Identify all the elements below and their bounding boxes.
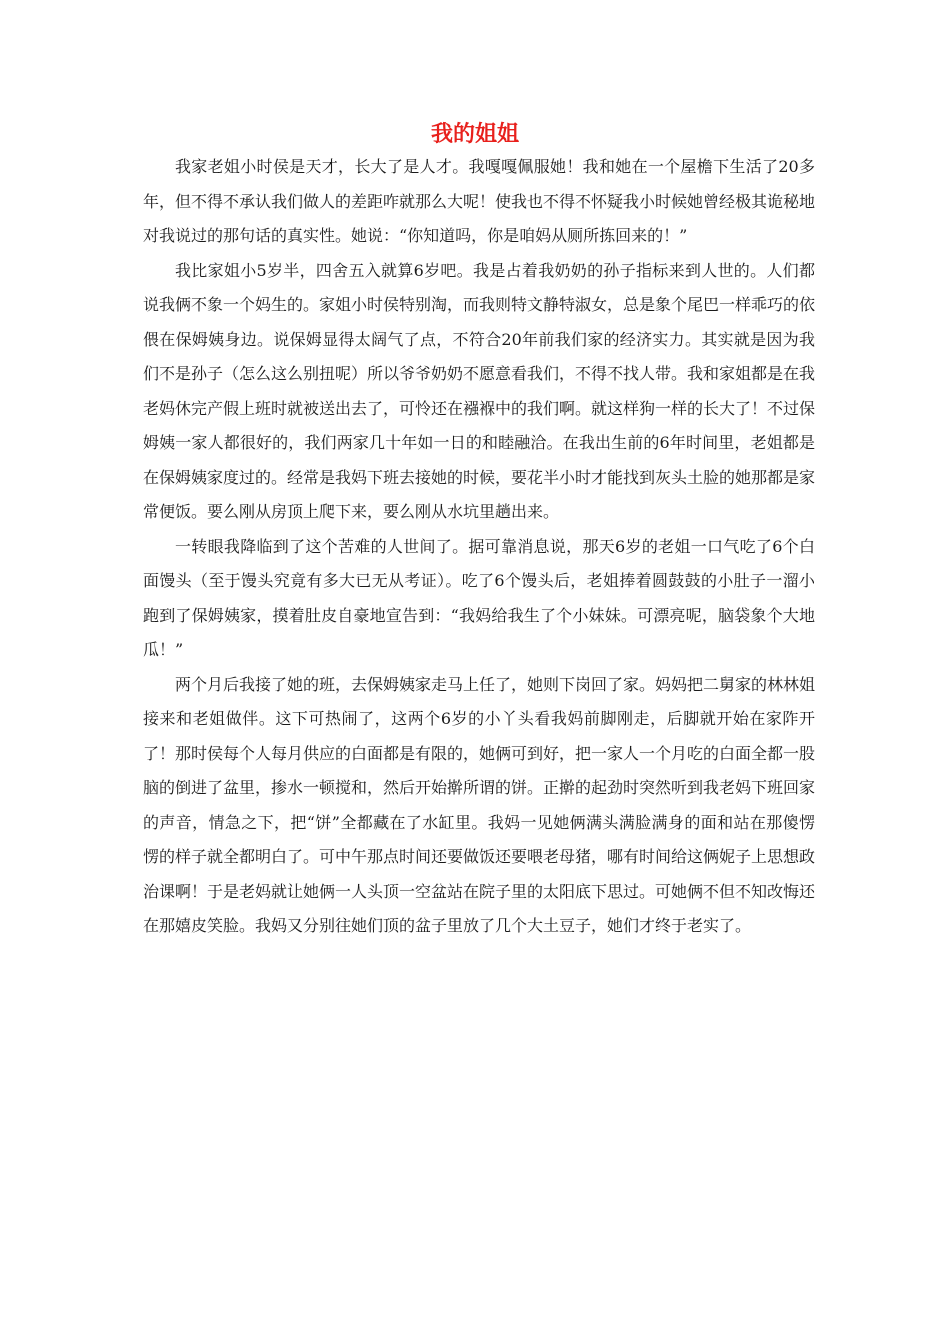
paragraph-2: 我比家姐小5岁半，四舍五入就算6岁吧。我是占着我奶奶的孙子指标来到人世的。人们都说我俩不象一个妈生的。家姐小时侯特别淘，而我则特文静特淑女，总是象个尾巴一样乖巧的依偎在保姆姨身边。说保姆显得太阔气了点，不符合20年前我们家的经济实力。其实就是因为我们不是孙子（怎么这么别扭呢）所以爷爷奶奶不愿意看我们，不得不找人带。我和家姐都是在我老妈休完产假上班时就被送出去了，可怜还在襁褓中的我们啊。就这样狗一样的长大了！不过保姆姨一家人都很好的，我们两家几十年如一日的和睦融洽。在我出生前的6年时间里，老姐都是在保姆姨家度过的。经常是我妈下班去接她的时候，要花半小时才能找到灰头土脸的她那都是家常便饭。要么刚从房顶上爬下来，要么刚从水坑里趟出来。: [143, 260, 816, 521]
document-title: 我的姐姐: [430, 121, 519, 147]
paragraph-4: 两个月后我接了她的班，去保姆姨家走马上任了，她则下岗回了家。妈妈把二舅家的林林姐接来和老姐做伴。这下可热闹了，这两个6岁的小丫头看我妈前脚刚走，后脚就开始在家阼开了！那时侯每个人每月供应的白面都是有限的，她俩可到好，把一家人一个月吃的白面全都一股脑的倒进了盆里，掺水一顿搅和，然后开始擀所谓的饼。正擀的起劲时突然听到我老妈下班回家的声音，情急之下，把“饼”全都藏在了水缸里。我妈一见她俩满头满脸满身的面和站在那傻愣愣的样子就全都明白了。可中午那点时间还要做饭还要喂老母猪，哪有时间给这俩妮子上思想政治课啊！于是老妈就让她俩一人头顶一空盆站在院子里的太阳底下思过。可她俩不但不知改悔还在那嬉皮笑脸。我妈又分别往她们顶的盆子里放了几个大土豆子，她们才终于老实了。: [143, 674, 816, 935]
document-body: [143, 150, 815, 944]
paragraph-1: 我家老姐小时侯是天才，长大了是人才。我嘎嘎佩服她！我和她在一个屋檐下生活了20多年，但不得不承认我们做人的差距咋就那么大呢！使我也不得不怀疑我小时候她曾经极其诡秘地对我说过的那句话的真实性。她说：“你知道吗，你是咱妈从厕所拣回来的！”: [143, 157, 816, 245]
paragraph-3: 一转眼我降临到了这个苦难的人世间了。据可靠消息说，那天6岁的老姐一口气吃了6个白面馒头（至于馒头究竟有多大已无从考证）。吃了6个馒头后，老姐捧着圆鼓鼓的小肚子一溜小跑到了保姆姨家，摸着肚皮自豪地宣告到：“我妈给我生了个小妹妹。可漂亮呢，脑袋象个大地瓜！”: [143, 536, 815, 659]
